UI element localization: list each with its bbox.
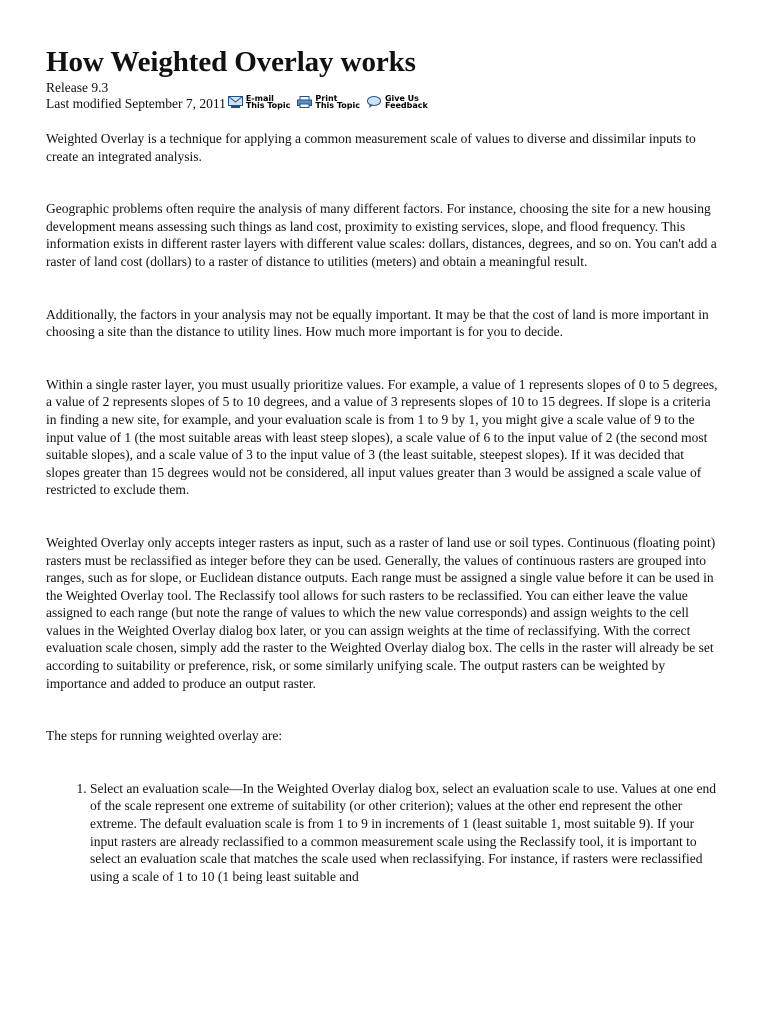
paragraph-integer-rasters: Weighted Overlay only accepts integer rasters as input, such as a raster of land use or soil types. Continuous (floating point) rasters must be reclassified as integer before they can be used. Generally, the values of continuous rasters are grouped into ranges, such as for slope, or Euclidean distance outputs. Each range must be assigned a single value before it can be used in the Weighted Overlay tool. The Reclassify tool allows for such rasters to be reclassified. You can either leave the value assigned to each range (but note the range of values to which the new value corresponds) and assign weights to the cell values in the Weighted Overlay dialog box later, or you can assign weights at the time of reclassifying. With the correct evaluation scale chosen, simply add the raster to the Weighted Overlay dialog box. The cells in the raster will already be set according to suitability or preference, risk, or some similarly unifying scale. The output rasters can be weighted by importance and added to produce an output raster. (46, 534, 716, 691)
feedback-icon (367, 96, 382, 108)
paragraph-geographic-problems: Geographic problems often require the analysis of many different factors. For instance, choosing the site for a new housing development means assessing such things as land cost, proximity to existing services, slope, and flood frequency. This information exists in different raster layers with different value scales: dollars, distances, degrees, and so on. You can't add a raster of land cost (dollars) to a raster of distance to utilities (meters) and obtain a meaningful result. (46, 201, 717, 269)
email-link-line2: This Topic (245, 101, 291, 110)
list-item: 1. Select an evaluation scale—In the Weighted Overlay dialog box, select an evaluation scale to use. Values at one end of the scale represent one extreme of suitability (or other criterion); values at the other end represent the other extreme. The default evaluation scale is from 1 to 9 in increments of 1 (least suitable 1, most suitable 9). If your input rasters are already reclassified to a common measurement scale using the Reclassify tool, it is important to select an evaluation scale that matches the scale used when reclassifying. For instance, if rasters were reclassified using a scale of 1 to 10 (1 being least suitable and (90, 780, 720, 886)
printer-icon (297, 96, 312, 108)
release-info: Release 9.3 (46, 80, 109, 95)
meta-row (46, 96, 720, 112)
paragraph-steps-intro: The steps for running weighted overlay are: (46, 728, 283, 744)
page-title: How Weighted Overlay works (46, 46, 416, 78)
paragraph-intro: Weighted Overlay is a technique for applying a common measurement scale of values to diverse and dissimilar inputs to create an integrated analysis. (46, 131, 696, 164)
topic-toolbar (228, 95, 435, 109)
feedback-link[interactable] (367, 95, 428, 109)
print-topic-link[interactable] (297, 95, 360, 109)
paragraph-prioritize-values: Within a single raster layer, you must usually prioritize values. For example, a value of 1 represents slopes of 0 to 5 degrees, a value of 2 represents slopes of 5 to 10 degrees, and a value of 3 represents slopes of 10 to 15 degrees. If slope is a criteria in finding a new site, for example, and your evaluation scale is from 1 to 9 by 1, you might give a scale value of 9 to the input value of 1 (the most suitable areas with least steep slopes), a scale value of 6 to the input value of 2 (the second most suitable slopes), and a scale value of 3 to the input value of 3 (the least suitable, steepest slopes). If it was decided that slopes greater than 15 degrees would not be considered, all input values greater than 3 would be assigned a scale value of restricted to exclude them. (46, 376, 718, 498)
email-icon (228, 96, 243, 108)
email-topic-link[interactable] (228, 95, 291, 109)
last-modified: Last modified September 7, 2011 (46, 96, 226, 111)
feedback-link-line1: Give Us (384, 94, 419, 103)
print-link-line2: This Topic (315, 101, 360, 110)
print-link-line1: Print (315, 94, 338, 103)
feedback-link-line2: Feedback (384, 101, 428, 110)
paragraph-factor-importance: Additionally, the factors in your analysis may not be equally important. It may be that the cost of land is more important in choosing a site than the distance to utility lines. How much more important is for you to decide. (46, 306, 709, 340)
steps-list (46, 780, 720, 886)
email-link-line1: E-mail (245, 94, 274, 103)
document-page (46, 44, 720, 885)
